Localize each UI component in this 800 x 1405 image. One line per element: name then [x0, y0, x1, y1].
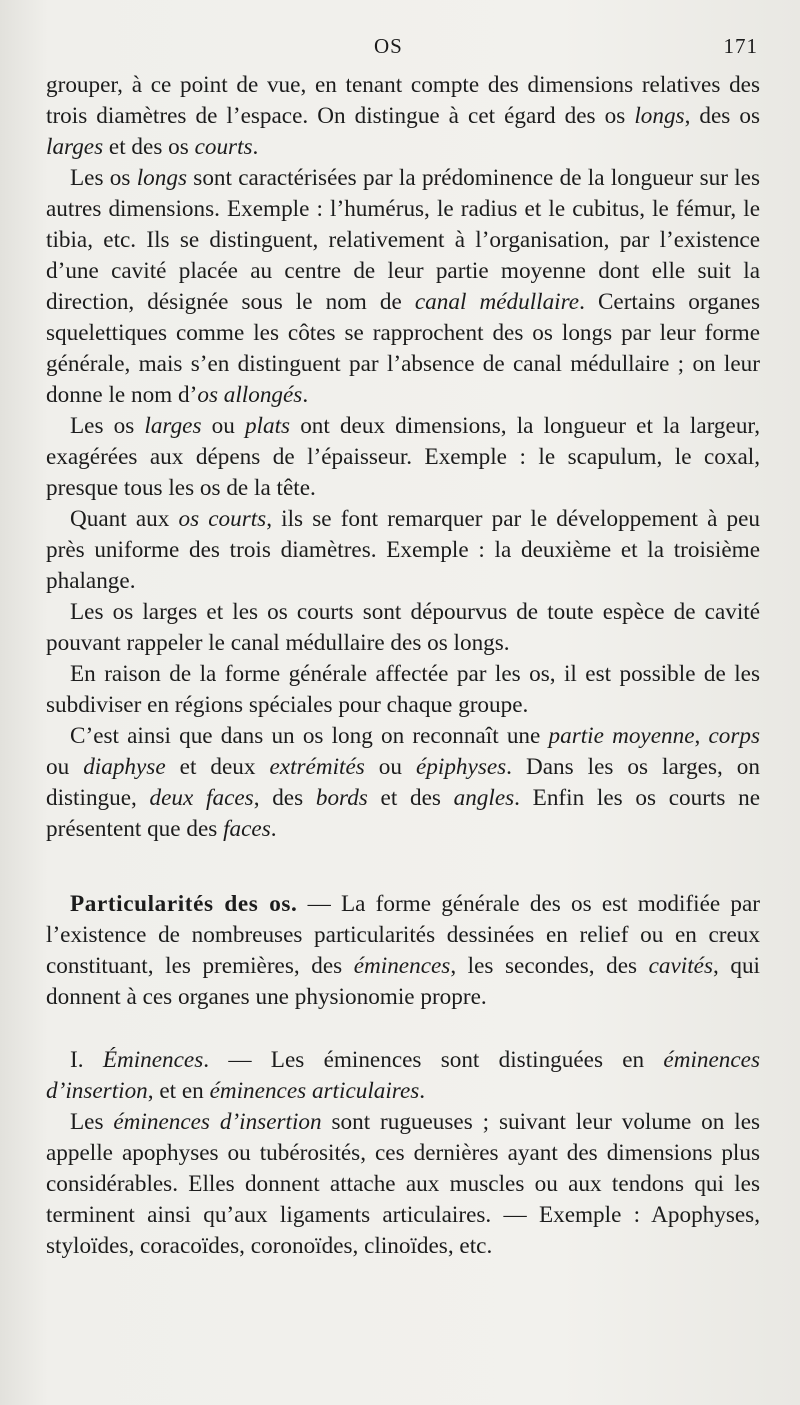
section-title: Particularités des os.	[70, 891, 298, 917]
page-header	[46, 30, 760, 70]
paragraph-regions: En raison de la forme générale affectée par les os, il est possible de les subdiviser en régions spéciales pour chaque groupe.	[46, 661, 760, 718]
page-body	[46, 70, 760, 1262]
paragraph-long-bones: Les os longs sont caractérisées par la prédominence de la longueur sur les autres dimensions. Exemple : l’humérus, le radius et le cubitus, le fémur, le tibia, etc. Ils se distinguent, relativement à l’organisation, par l’existence d’une cavité placée au centre de leur partie moyenne dont elle suit la direction, désignée sous le nom de canal médullaire. Certains organes squelettiques comme les côtes se rapprochent des os longs par leur forme générale, mais s’en distinguent par l’absence de canal médullaire ; on leur donne le nom d’os allongés.	[46, 165, 760, 408]
paragraph-bone-classification: grouper, à ce point de vue, en tenant compte des dimensions relatives des trois diamètres de l’espace. On distingue à cet égard des os longs, des os larges et des os courts.	[46, 72, 760, 160]
paragraph-parts: C’est ainsi que dans un os long on reconnaît une partie moyenne, corps ou diaphyse et deux extrémités ou épiphyses. Dans les os larges, on distingue, deux faces, des bords et des angles. Enfin les os courts ne présentent que des faces.	[46, 723, 761, 842]
paragraph-flat-bones: Les os larges ou plats ont deux dimensions, la longueur et la largeur, exagérées aux dépens de l’épaisseur. Exemple : le scapulum, le coxal, presque tous les os de la tête.	[46, 413, 761, 501]
subsection-number: I.	[70, 1047, 103, 1073]
paragraph-no-cavity: Les os larges et les os courts sont dépourvus de toute espèce de cavité pouvant rappeler le canal médullaire des os longs.	[46, 599, 760, 656]
paragraph-short-bones: Quant aux os courts, ils se font remarquer par le développement à peu près uniforme des trois diamètres. Exemple : la deuxième et la troisième phalange.	[46, 506, 760, 594]
running-title: OS	[374, 34, 403, 58]
page-number: 171	[723, 34, 758, 58]
subsection-title: Éminences	[102, 1047, 204, 1073]
paragraph-particularities: Particularités des os. — La forme générale des os est modifiée par l’existence de nombreuses particularités dessinées en relief ou en creux constituant, les premières, des éminences, les secondes, des cavités, qui donnent à ces organes une physionomie propre.	[46, 891, 760, 1010]
paragraph-insertion-eminences: Les éminences d’insertion sont rugueuses ; suivant leur volume on les appelle apophyses ou tubérosités, ces dernières ayant des dimensions plus considérables. Elles donnent attache aux muscles ou aux tendons qui les terminent ainsi qu’aux ligaments articulaires. — Exemple : Apophyses, styloïdes, coracoïdes, coronoïdes, clinoïdes, etc.	[46, 1109, 761, 1259]
paragraph-eminences: I. Éminences. — Les éminences sont distinguées en éminences d’insertion, et en éminences articulaires.	[46, 1047, 760, 1104]
